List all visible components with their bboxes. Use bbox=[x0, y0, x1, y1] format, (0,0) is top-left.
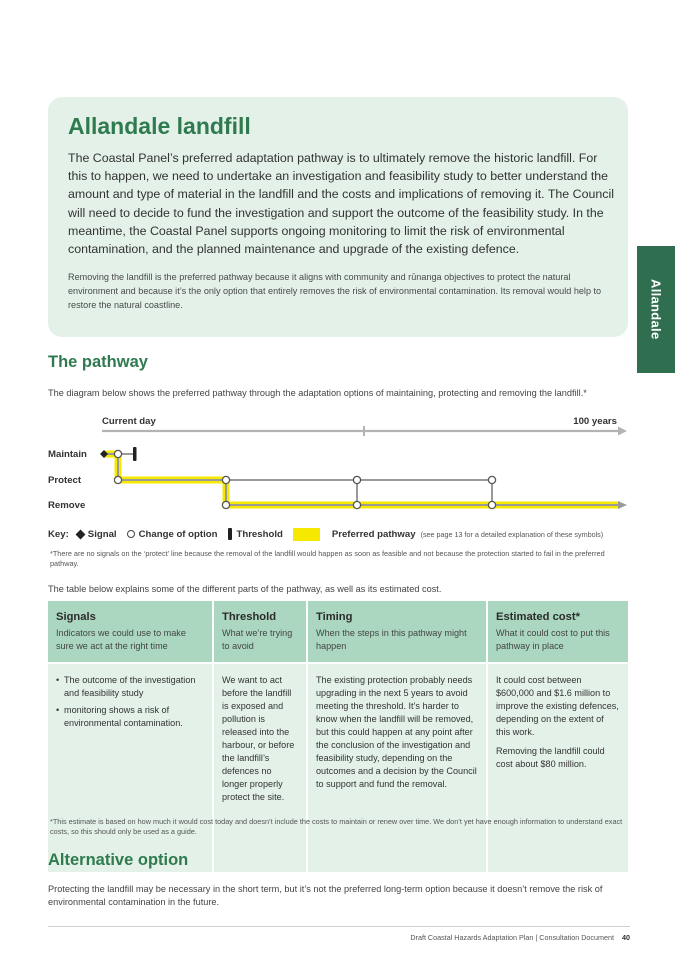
cell-threshold: We want to act before the landfill is exposed and pollution is released into the harbour, or before the landfill’s defences no longer properly protect the site. bbox=[213, 663, 307, 872]
change-circle-remove-2 bbox=[353, 501, 360, 508]
remove-line-arrow bbox=[618, 501, 627, 509]
signal-item: • The outcome of the investigation and feasibility study bbox=[56, 674, 204, 700]
threshold-bar-icon bbox=[228, 528, 232, 540]
row-label-maintain: Maintain bbox=[48, 449, 87, 460]
page-title: Allandale landfill bbox=[68, 113, 251, 139]
change-circle-maintain bbox=[114, 450, 121, 457]
footer-document-title: Draft Coastal Hazards Adaptation Plan | Consultation Document bbox=[410, 933, 614, 942]
header-timing bbox=[307, 601, 487, 663]
diagram-key bbox=[48, 527, 603, 541]
header-cost-title: Estimated cost* bbox=[496, 611, 580, 623]
header-signals-title: Signals bbox=[56, 611, 96, 623]
change-circle-icon bbox=[127, 530, 135, 538]
timeline-end-label: 100 years bbox=[573, 416, 617, 427]
table-header-row bbox=[48, 601, 628, 663]
signals-list bbox=[56, 674, 204, 730]
header-signals bbox=[48, 601, 213, 663]
key-note: (see page 13 for a detailed explanation of these symbols) bbox=[420, 529, 604, 539]
cell-timing: The existing protection probably needs upgrading in the next 5 years to avoid meeting the threshold. It’s harder to know when the landfill will be removed, but this could happen at any point after the conclusion of the investigation and feasibility study, depending on the outcomes and a decision by the Council to support and fund the removal. bbox=[307, 663, 487, 872]
timeline-start-label: Current day bbox=[102, 416, 156, 427]
pathway-description: The diagram below shows the preferred pathway through the adaptation options of maintaining, protecting and removing the landfill.* bbox=[48, 388, 587, 398]
alternative-heading: Alternative option bbox=[48, 851, 189, 869]
key-preferred-label: Preferred pathway bbox=[331, 528, 416, 540]
intro-lead-paragraph: The Coastal Panel’s preferred adaptation pathway is to ultimately remove the historic landfill. For this to happen, we need to undertake an investigation and feasibility study to better understand the amount and type of material in the landfill and the costs and implications of removing it. The Council will need to decide to fund the investigation and support the outcome of the feasibility study. In the meantime, the Coastal Panel supports ongoing monitoring to limit the risk of environmental contamination, and the planned maintenance and upgrade of the existing defence. bbox=[68, 151, 614, 257]
alternative-text: Protecting the landfill may be necessary in the short term, but it’s not the preferred long-term option because it doesn’t remove the risk of environmental contamination in the future. bbox=[48, 884, 603, 907]
table-row bbox=[48, 663, 628, 872]
header-threshold bbox=[213, 601, 307, 663]
change-circle-protect-1 bbox=[222, 476, 229, 483]
pathway-diagram bbox=[0, 410, 675, 520]
preferred-pathway-swatch bbox=[293, 528, 320, 541]
change-circle-protect-2 bbox=[353, 476, 360, 483]
pathway-heading: The pathway bbox=[48, 353, 148, 371]
timeline-arrow bbox=[618, 427, 627, 436]
header-cost bbox=[487, 601, 628, 663]
header-timing-title: Timing bbox=[316, 611, 353, 623]
intro-sub-paragraph: Removing the landfill is the preferred pathway because it aligns with community and rūnanga objectives to protect the natural environment and because it’s the only option that entirely removes the risk of environmental contamination. Its removal would help to restore the natural coastline. bbox=[68, 272, 602, 311]
cell-signals bbox=[48, 663, 213, 872]
key-change-label: Change of option bbox=[138, 528, 218, 540]
row-label-remove: Remove bbox=[48, 500, 86, 511]
header-threshold-title: Threshold bbox=[222, 611, 277, 623]
row-label-protect: Protect bbox=[48, 475, 82, 486]
header-timing-sub: When the steps in this pathway might happen bbox=[316, 628, 467, 651]
cost-footnote: *This estimate is based on how much it would cost today and doesn’t include the costs to maintain or renew over time. We don’t yet have enough information to understand exact costs, so this should only be used as a guide. bbox=[50, 817, 623, 836]
change-circle-remove-1 bbox=[222, 501, 229, 508]
change-circle-protect-start bbox=[114, 476, 121, 483]
header-cost-sub: What it could cost to put this pathway in place bbox=[496, 628, 610, 651]
cost-paragraph: Removing the landfill could cost about $80 million. bbox=[496, 746, 605, 769]
diagram-footnote: *There are no signals on the ‘protect’ line because the removal of the landfill would happen as soon as feasible and not because the protection started to fail in the preferred pathway. bbox=[50, 549, 605, 568]
page-footer bbox=[48, 926, 630, 942]
signal-item: • monitoring shows a risk of environmental contamination. bbox=[56, 704, 204, 730]
key-label: Key: bbox=[48, 528, 69, 540]
intro-box bbox=[48, 97, 628, 337]
cost-paragraph: It could cost between $600,000 and $1.6 million to improve the existing defences, depending on the extent of this work. bbox=[496, 675, 619, 737]
key-threshold-label: Threshold bbox=[236, 528, 283, 540]
cell-cost bbox=[487, 663, 628, 872]
change-circle-remove-3 bbox=[488, 501, 495, 508]
change-circle-protect-3 bbox=[488, 476, 495, 483]
key-signal-label: Signal bbox=[87, 528, 117, 540]
header-signals-sub: Indicators we could use to make sure we act at the right time bbox=[56, 628, 186, 651]
threshold-marker-maintain bbox=[133, 447, 137, 461]
header-threshold-sub: What we’re trying to avoid bbox=[222, 628, 293, 651]
page-number: 40 bbox=[622, 933, 630, 942]
table-intro: The table below explains some of the different parts of the pathway, as well as its estimated cost. bbox=[48, 584, 442, 594]
signal-diamond-icon bbox=[75, 529, 85, 539]
side-tab-label: Allandale bbox=[648, 279, 664, 340]
section-side-tab bbox=[637, 246, 675, 373]
